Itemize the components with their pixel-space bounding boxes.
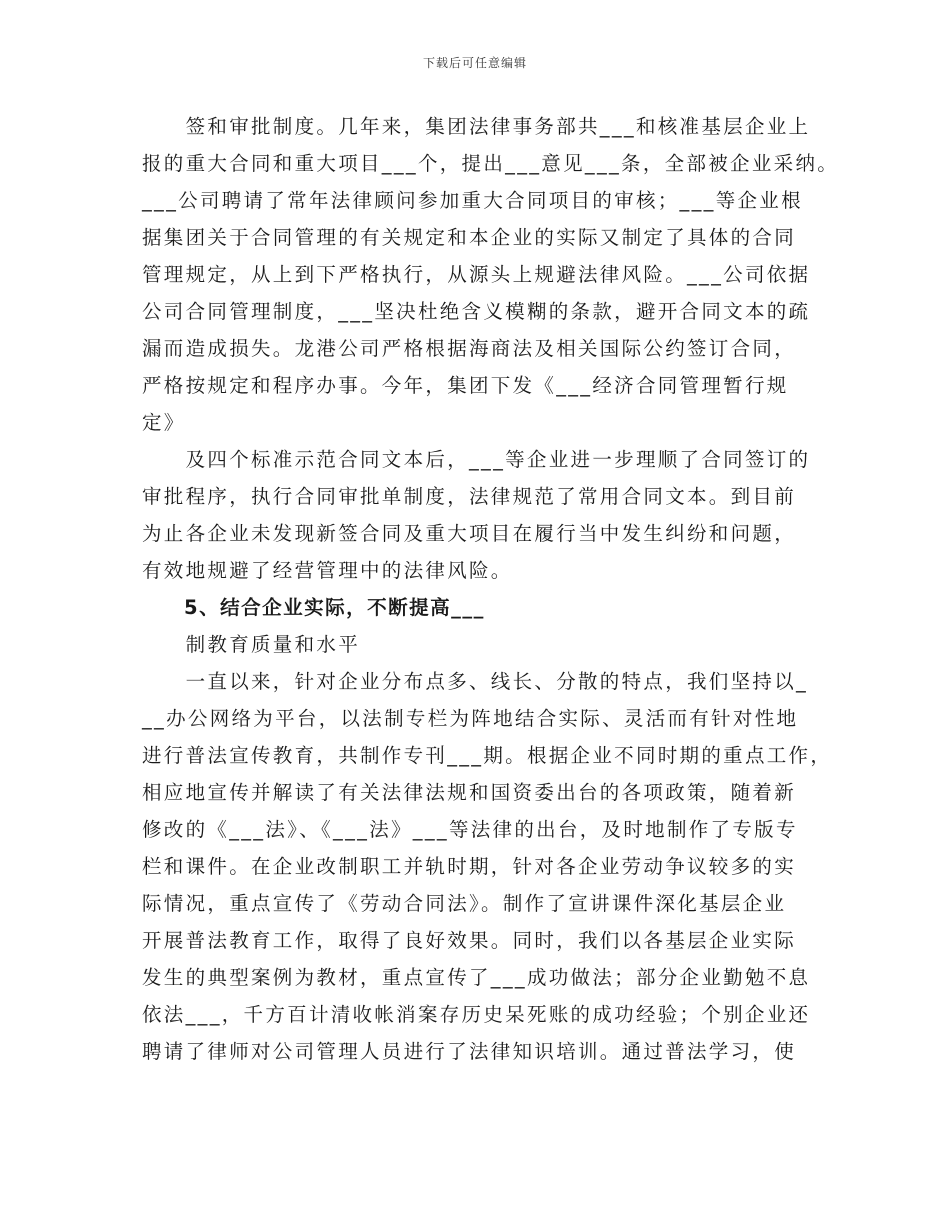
body-line: 相应地宣传并解读了有关法律法规和国资委出台的各项政策，随着新 (142, 781, 797, 804)
body-line: 开展普法教育工作，取得了良好效果。同时，我们以各基层企业实际 (142, 929, 797, 952)
body-line: 发生的典型案例为教材，重点宣传了___成功做法；部分企业勤勉不息 (142, 966, 811, 989)
body-line: 为止各企业未发现新签合同及重大项目在履行当中发生纠纷和问题， (142, 522, 797, 545)
body-line: 际情况，重点宣传了《劳动合同法》。制作了宣讲课件深化基层企业 (142, 892, 787, 915)
body-line: 聘请了律师对公司管理人员进行了法律知识培训。通过普法学习，使 (142, 1040, 797, 1063)
body-line: 公司合同管理制度，___坚决杜绝含义模糊的条款，避开合同文本的疏 (142, 300, 811, 323)
body-line: 报的重大合同和重大项目___个，提出___意见___条，全部被企业采纳。 (142, 152, 840, 175)
body-line: 签和审批制度。几年来，集团法律事务部共___和核准基层企业上 (142, 115, 811, 138)
body-line: 有效地规避了经营管理中的法律风险。 (142, 559, 513, 582)
body-line: 据集团关于合同管理的有关规定和本企业的实际又制定了具体的合同 (142, 226, 797, 249)
body-line: 修改的《___法》、《___法》___等法律的出台，及时地制作了专版专 (142, 818, 798, 841)
page-header-note: 下载后可任意编辑 (422, 56, 527, 70)
body-line: 管理规定，从上到下严格执行，从源头上规避法律风险。___公司依据 (142, 263, 811, 286)
body-line: 漏而造成损失。龙港公司严格根据海商法及相关国际公约签订合同， (142, 337, 797, 360)
body-line: 定》 (142, 411, 186, 434)
body-line: ___公司聘请了常年法律顾问参加重大合同项目的审核；___等企业根 (142, 189, 803, 212)
body-line: 严格按规定和程序办事。今年，集团下发《___经济合同管理暂行规 (142, 374, 789, 397)
body-line: 依法___，千方百计清收帐消案存历史呆死账的成功经验；个别企业还 (142, 1003, 811, 1026)
body-line: 及四个标准示范合同文本后，___等企业进一步理顺了合同签订的 (142, 448, 811, 471)
body-line: 制教育质量和水平 (142, 633, 361, 656)
body-line: 进行普法宣传教育，共制作专刊___期。根据企业不同时期的重点工作， (142, 744, 833, 767)
body-line: 审批程序，执行合同审批单制度，法律规范了常用合同文本。到目前 (142, 485, 797, 508)
body-line: 一直以来，针对企业分布点多、线长、分散的特点，我们坚持以_ (142, 670, 809, 693)
body-line: 栏和课件。在企业改制职工并轨时期，针对各企业劳动争议较多的实 (142, 855, 797, 878)
document-body (142, 108, 840, 1070)
body-line: __办公网络为平台，以法制专栏为阵地结合实际、灵活而有针对性地 (142, 707, 799, 730)
section-heading: 5、结合企业实际，不断提高___ (142, 596, 485, 619)
